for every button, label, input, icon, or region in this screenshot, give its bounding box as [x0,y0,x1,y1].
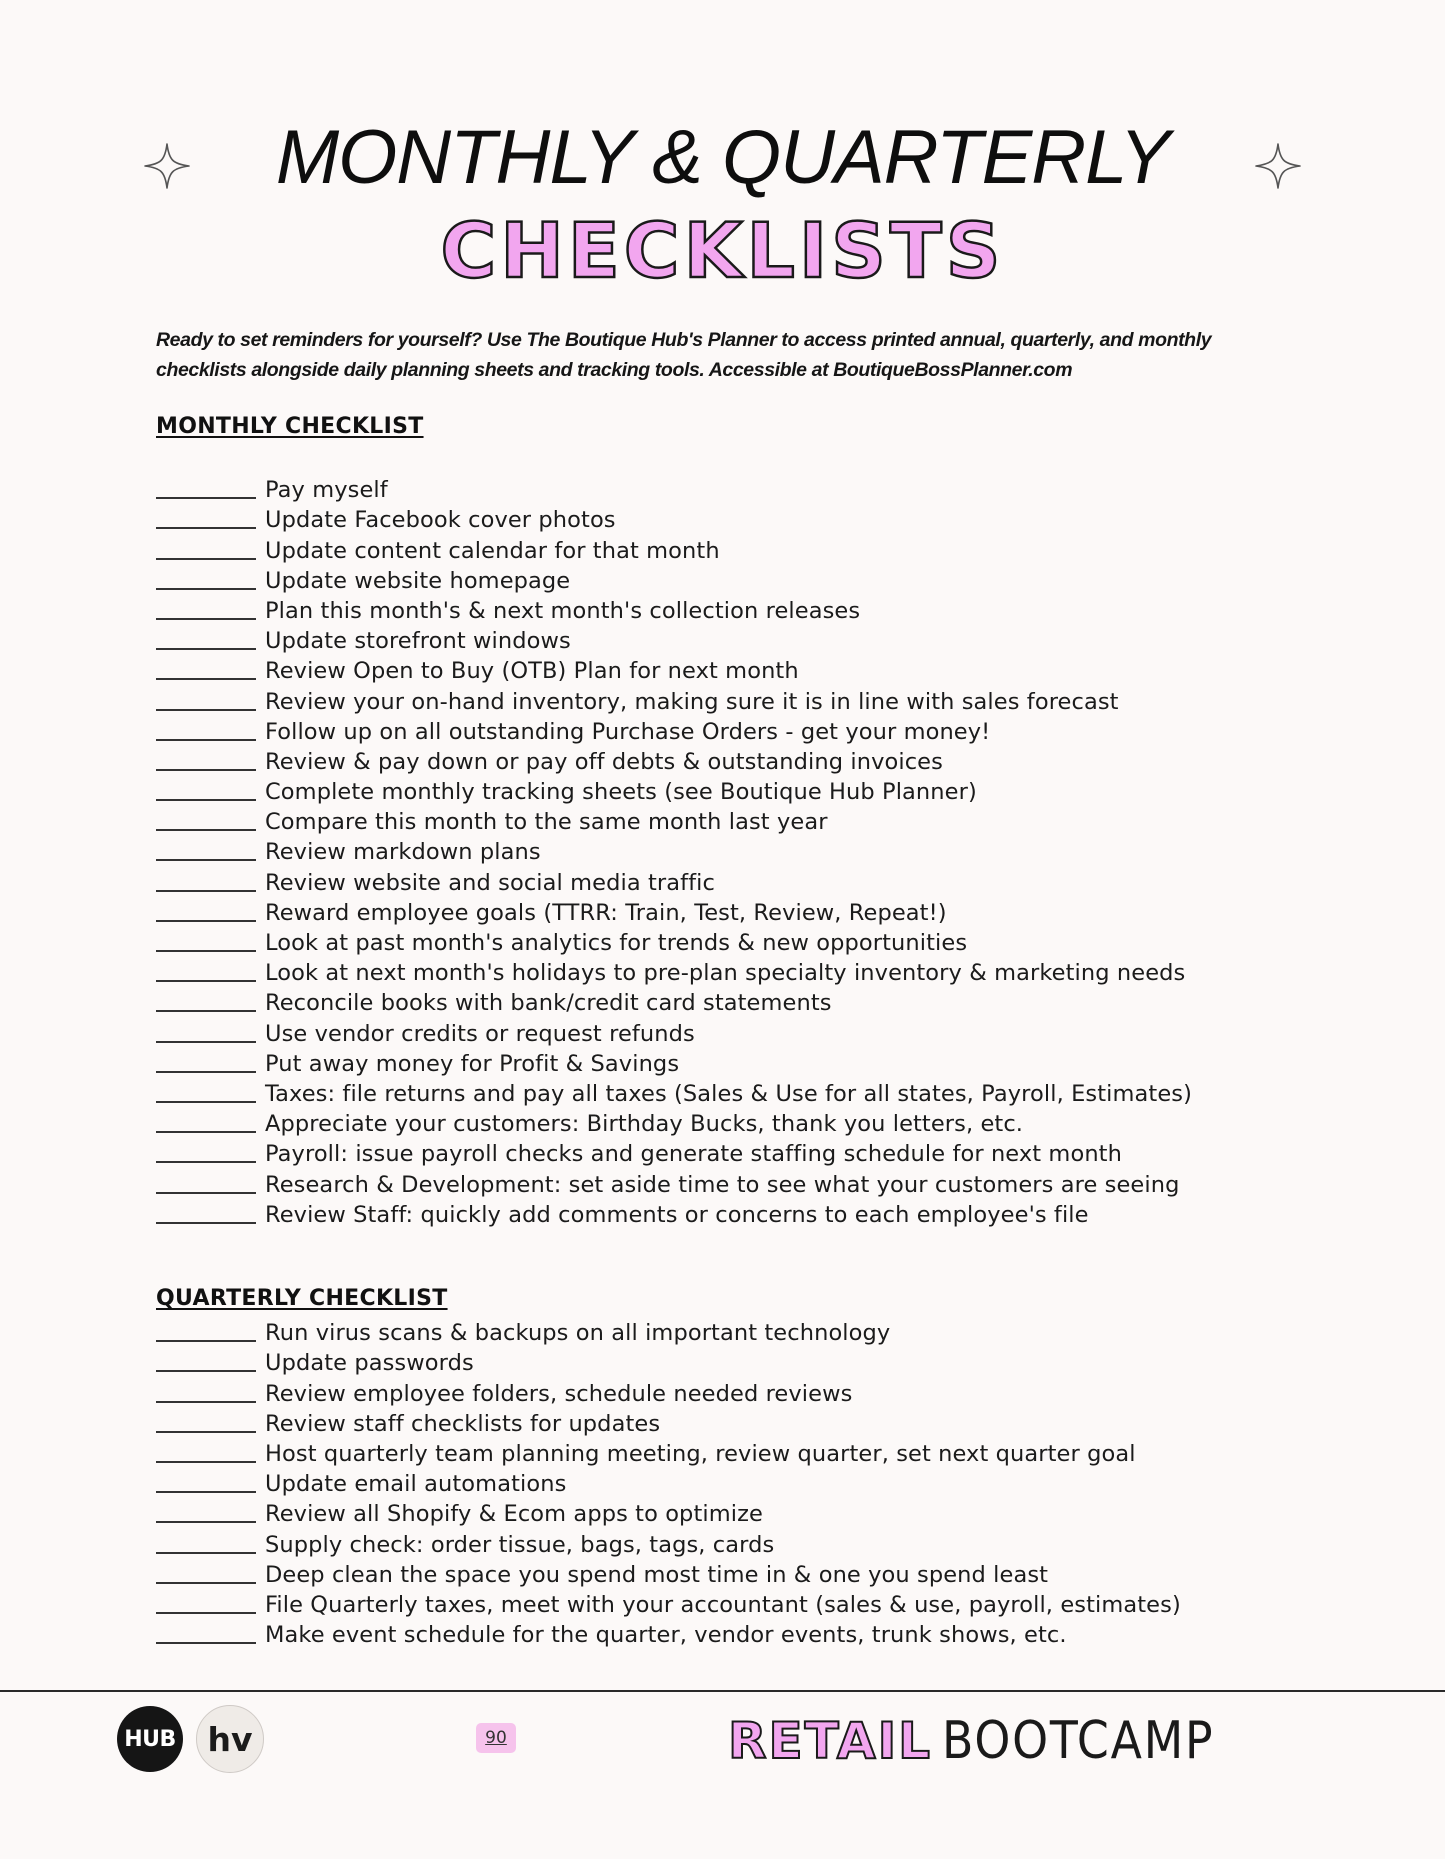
checklist-item-label: Run virus scans & backups on all important technology [265,1320,891,1347]
checkbox-blank[interactable] [156,1010,256,1012]
checkbox-blank[interactable] [156,920,256,922]
checkbox-blank[interactable] [156,890,256,892]
checklist-item-label: Use vendor credits or request refunds [265,1020,695,1047]
checklist-item [156,776,1192,806]
checklist-item-label: Review website and social media traffic [265,869,715,896]
checklist-item-label: Deep clean the space you spend most time in & one you spend least [265,1561,1049,1588]
checklist-item-label: Review your on-hand inventory, making sure it is in line with sales forecast [265,688,1119,715]
checklist-item-label: Update email automations [265,1471,567,1498]
checklist-item [156,1468,1181,1498]
checklist-item-label: Review Staff: quickly add comments or concerns to each employee's file [265,1201,1089,1228]
checklist-item-label: Appreciate your customers: Birthday Bucks, thank you letters, etc. [265,1111,1024,1138]
checkbox-blank[interactable] [156,799,256,801]
checklist-item [156,1589,1181,1619]
checklist-item-label: Plan this month's & next month's collection releases [265,597,861,624]
monthly-checklist-heading: MONTHLY CHECKLIST [156,414,424,439]
checklist-item-label: Reward employee goals (TTRR: Train, Test, Review, Repeat!) [265,899,947,926]
checklist-item [156,474,1192,504]
intro-paragraph: Ready to set reminders for yourself? Use The Boutique Hub's Planner to access printed annual, quarterly, and monthly checklists alongside daily planning sheets and tracking tools. Accessible at BoutiqueBossPlanner.com [156,329,1212,381]
checklist-item-label: Review employee folders, schedule needed reviews [265,1380,853,1407]
checklist-item-label: Review markdown plans [265,839,541,866]
checklist-item-label: Look at past month's analytics for trends & new opportunities [265,930,968,956]
checkbox-blank[interactable] [156,980,256,982]
checklist-item [156,685,1192,715]
checklist-item-label: Put away money for Profit & Savings [265,1050,680,1077]
checklist-item [156,655,1192,685]
checkbox-blank[interactable] [156,1222,256,1224]
checklist-item [156,1438,1181,1468]
checkbox-blank[interactable] [156,1370,256,1372]
checkbox-blank[interactable] [156,1340,256,1342]
checklist-item-label: Update passwords [265,1350,474,1377]
checklist-item [156,1168,1192,1198]
checklist-item [156,1408,1181,1438]
checkbox-blank[interactable] [156,1131,256,1133]
checkbox-blank[interactable] [156,709,256,711]
hv-logo: hv [196,1705,264,1773]
checklist-item [156,1619,1181,1649]
checkbox-blank[interactable] [156,829,256,831]
hub-logo: HUB [117,1706,183,1772]
brand-bootcamp: BOOTCAMP [942,1711,1215,1771]
checklist-item [156,504,1192,534]
checkbox-blank[interactable] [156,739,256,741]
checkbox-blank[interactable] [156,618,256,620]
checklist-item-label: Make event schedule for the quarter, vendor events, trunk shows, etc. [265,1622,1067,1649]
checkbox-blank[interactable] [156,859,256,861]
checkbox-blank[interactable] [156,1491,256,1493]
checklist-item [156,866,1192,896]
checklist-item [156,1048,1192,1078]
checklist-item [156,1138,1192,1168]
checklist-item-label: Review staff checklists for updates [265,1410,661,1437]
checklist-item [156,595,1192,625]
checkbox-blank[interactable] [156,1161,256,1163]
brand-wordmark [728,1706,1252,1776]
checklist-item-label: Review & pay down or pay off debts & outstanding invoices [265,748,943,775]
footer-divider [0,1690,1445,1692]
checklist-item [156,1078,1192,1108]
checklist-item-label: Review all Shopify & Ecom apps to optimize [265,1501,763,1528]
checkbox-blank[interactable] [156,527,256,529]
checkbox-blank[interactable] [156,1642,256,1644]
checklist-item [156,806,1192,836]
checkbox-blank[interactable] [156,558,256,560]
page-number: 90 [476,1723,516,1753]
checklist-item-label: Payroll: issue payroll checks and generate staffing schedule for next month [265,1141,1122,1168]
checklist-item-label: Supply check: order tissue, bags, tags, cards [265,1531,775,1558]
checklist-item [156,625,1192,655]
checkbox-blank[interactable] [156,497,256,499]
checklist-item-label: Research & Development: set aside time to see what your customers are seeing [265,1171,1180,1198]
checklist-item-label: Compare this month to the same month last year [265,809,828,836]
quarterly-checklist-heading: QUARTERLY CHECKLIST [156,1286,448,1311]
checklist-item [156,746,1192,776]
checkbox-blank[interactable] [156,1582,256,1584]
page-subtitle: CHECKLISTS [440,206,1005,295]
checklist-item [156,1377,1181,1407]
checkbox-blank[interactable] [156,1071,256,1073]
monthly-checklist [156,474,1192,1229]
checklist-item [156,836,1192,866]
checklist-item-label: File Quarterly taxes, meet with your accountant (sales & use, payroll, estimates) [265,1591,1181,1618]
checklist-item-label: Pay myself [265,477,388,504]
quarterly-checklist [156,1317,1181,1649]
checkbox-blank[interactable] [156,1431,256,1433]
checklist-item-label: Look at next month's holidays to pre-plan specialty inventory & marketing needs [265,960,1186,987]
checklist-item-label: Update Facebook cover photos [265,507,616,534]
checklist-item [156,1108,1192,1138]
checkbox-blank[interactable] [156,1612,256,1614]
page-title: MONTHLY & QUARTERLY [275,115,1170,200]
brand-retail: RETAIL [728,1712,933,1770]
checklist-item [156,987,1192,1017]
checklist-item-label: Taxes: file returns and pay all taxes (Sales & Use for all states, Payroll, Estimates) [265,1080,1192,1107]
checklist-item [156,897,1192,927]
checkbox-blank[interactable] [156,588,256,590]
checklist-item [156,1017,1192,1047]
checkbox-blank[interactable] [156,1041,256,1043]
checklist-item [156,1199,1192,1229]
checkbox-blank[interactable] [156,950,256,952]
checklist-item [156,927,1192,957]
checklist-item [156,1317,1181,1347]
checklist-item-label: Update content calendar for that month [265,537,720,564]
checkbox-blank[interactable] [156,769,256,771]
checklist-item-label: Update website homepage [265,567,571,594]
checkbox-blank[interactable] [156,1101,256,1103]
checklist-item-label: Update storefront windows [265,628,571,655]
checklist-item [156,1559,1181,1589]
checklist-item-label: Follow up on all outstanding Purchase Orders - get your money! [265,718,991,745]
checklist-item [156,534,1192,564]
checklist-item-label: Complete monthly tracking sheets (see Boutique Hub Planner) [265,779,977,806]
checkbox-blank[interactable] [156,1461,256,1463]
checklist-item [156,716,1192,746]
checklist-item [156,957,1192,987]
checkbox-blank[interactable] [156,1552,256,1554]
checklist-item [156,565,1192,595]
checklist-item [156,1528,1181,1558]
checkbox-blank[interactable] [156,1521,256,1523]
checkbox-blank[interactable] [156,678,256,680]
checklist-item-label: Review Open to Buy (OTB) Plan for next month [265,658,799,685]
checklist-item [156,1347,1181,1377]
checkbox-blank[interactable] [156,648,256,650]
checkbox-blank[interactable] [156,1401,256,1403]
checklist-item-label: Host quarterly team planning meeting, review quarter, set next quarter goal [265,1440,1136,1467]
checklist-item [156,1498,1181,1528]
checklist-item-label: Reconcile books with bank/credit card statements [265,990,832,1017]
checkbox-blank[interactable] [156,1192,256,1194]
